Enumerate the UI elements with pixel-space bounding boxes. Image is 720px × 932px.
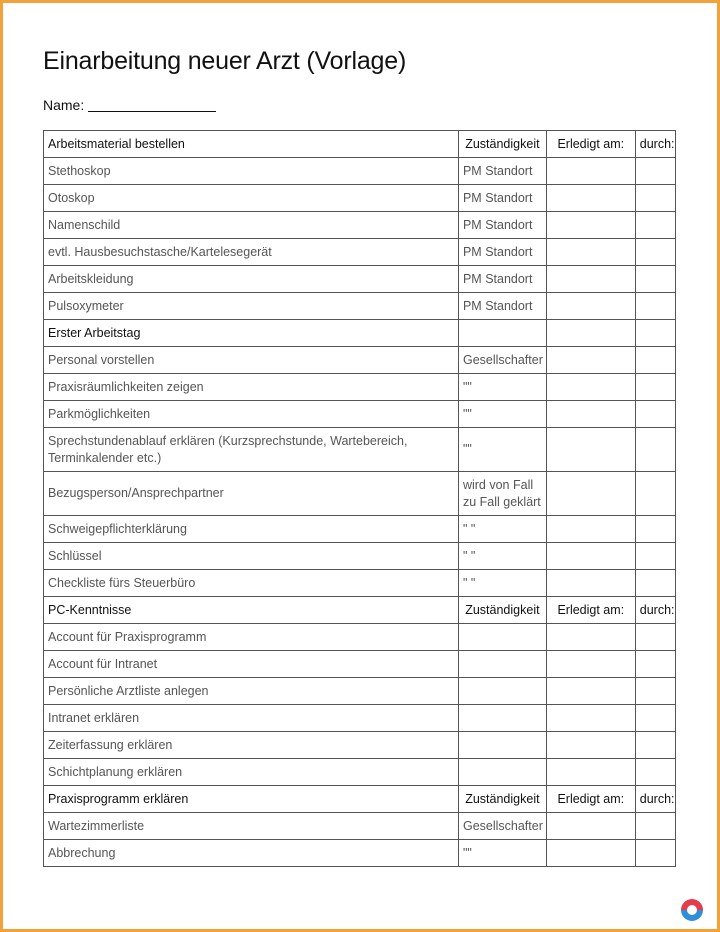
done-by-cell xyxy=(635,347,675,374)
responsibility-cell: Zuständigkeit xyxy=(458,131,546,158)
done-by-cell xyxy=(635,840,675,867)
section-title-cell: Erster Arbeitstag xyxy=(44,320,459,347)
table-row xyxy=(44,570,676,597)
responsibility-cell: PM Standort xyxy=(458,293,546,320)
brand-swirl-icon xyxy=(679,897,705,923)
task-cell: Otoskop xyxy=(44,185,459,212)
table-row xyxy=(44,239,676,266)
task-cell: Checkliste fürs Steuerbüro xyxy=(44,570,459,597)
section-title-cell: Arbeitsmaterial bestellen xyxy=(44,131,459,158)
responsibility-cell: PM Standort xyxy=(458,212,546,239)
responsibility-cell: "" xyxy=(458,840,546,867)
done-date-cell xyxy=(546,570,635,597)
responsibility-cell: "" xyxy=(458,374,546,401)
done-date-cell xyxy=(546,320,635,347)
task-cell: Stethoskop xyxy=(44,158,459,185)
done-date-cell xyxy=(546,840,635,867)
done-by-cell: durch: xyxy=(635,131,675,158)
responsibility-cell: "" xyxy=(458,401,546,428)
done-by-cell xyxy=(635,428,675,472)
section-header-row xyxy=(44,786,676,813)
done-date-cell xyxy=(546,401,635,428)
task-cell: Account für Intranet xyxy=(44,651,459,678)
responsibility-cell: "" xyxy=(458,428,546,472)
task-cell: Persönliche Arztliste anlegen xyxy=(44,678,459,705)
done-date-cell xyxy=(546,813,635,840)
done-by-cell xyxy=(635,759,675,786)
table-row xyxy=(44,293,676,320)
done-date-cell xyxy=(546,732,635,759)
table-row xyxy=(44,840,676,867)
responsibility-cell: PM Standort xyxy=(458,266,546,293)
done-date-cell xyxy=(546,543,635,570)
onboarding-checklist-table xyxy=(43,130,676,867)
responsibility-cell: " " xyxy=(458,543,546,570)
done-date-cell xyxy=(546,428,635,472)
name-label: Name: xyxy=(43,97,85,113)
responsibility-cell xyxy=(458,759,546,786)
responsibility-cell: " " xyxy=(458,570,546,597)
responsibility-cell: wird von Fall zu Fall geklärt xyxy=(458,472,546,516)
done-date-cell xyxy=(546,185,635,212)
responsibility-cell: Gesellschafter xyxy=(458,813,546,840)
task-cell: Praxisräumlichkeiten zeigen xyxy=(44,374,459,401)
responsibility-cell xyxy=(458,678,546,705)
done-by-cell xyxy=(635,293,675,320)
task-cell: Parkmöglichkeiten xyxy=(44,401,459,428)
done-date-cell xyxy=(546,759,635,786)
done-by-cell xyxy=(635,705,675,732)
task-cell: evtl. Hausbesuchstasche/Kartelesegerät xyxy=(44,239,459,266)
section-title-cell: PC-Kenntnisse xyxy=(44,597,459,624)
done-date-cell xyxy=(546,212,635,239)
done-date-cell: Erledigt am: xyxy=(546,786,635,813)
section-header-row xyxy=(44,320,676,347)
task-cell: Personal vorstellen xyxy=(44,347,459,374)
task-cell: Wartezimmerliste xyxy=(44,813,459,840)
table-row xyxy=(44,651,676,678)
task-cell: Pulsoxymeter xyxy=(44,293,459,320)
table-row xyxy=(44,678,676,705)
table-row xyxy=(44,347,676,374)
task-cell: Arbeitskleidung xyxy=(44,266,459,293)
done-by-cell xyxy=(635,239,675,266)
done-by-cell xyxy=(635,624,675,651)
done-date-cell xyxy=(546,678,635,705)
done-by-cell xyxy=(635,732,675,759)
done-date-cell: Erledigt am: xyxy=(546,597,635,624)
done-date-cell xyxy=(546,651,635,678)
responsibility-cell: PM Standort xyxy=(458,239,546,266)
table-row xyxy=(44,732,676,759)
task-cell: Abbrechung xyxy=(44,840,459,867)
name-blank-line xyxy=(88,97,216,112)
responsibility-cell xyxy=(458,624,546,651)
table-row xyxy=(44,516,676,543)
done-date-cell xyxy=(546,266,635,293)
done-date-cell xyxy=(546,293,635,320)
done-date-cell xyxy=(546,472,635,516)
done-date-cell xyxy=(546,516,635,543)
done-by-cell xyxy=(635,212,675,239)
responsibility-cell: Zuständigkeit xyxy=(458,786,546,813)
done-by-cell xyxy=(635,678,675,705)
responsibility-cell xyxy=(458,732,546,759)
done-date-cell xyxy=(546,347,635,374)
responsibility-cell xyxy=(458,651,546,678)
task-cell: Schichtplanung erklären xyxy=(44,759,459,786)
done-by-cell xyxy=(635,651,675,678)
task-cell: Zeiterfassung erklären xyxy=(44,732,459,759)
table-row xyxy=(44,266,676,293)
table-row xyxy=(44,813,676,840)
done-by-cell: durch: xyxy=(635,786,675,813)
responsibility-cell xyxy=(458,320,546,347)
task-cell: Namenschild xyxy=(44,212,459,239)
table-row xyxy=(44,543,676,570)
task-cell: Schweigepflichterklärung xyxy=(44,516,459,543)
task-cell: Account für Praxisprogramm xyxy=(44,624,459,651)
done-by-cell xyxy=(635,401,675,428)
done-by-cell xyxy=(635,374,675,401)
done-date-cell xyxy=(546,239,635,266)
done-date-cell: Erledigt am: xyxy=(546,131,635,158)
table-row xyxy=(44,374,676,401)
done-by-cell xyxy=(635,185,675,212)
table-row xyxy=(44,401,676,428)
responsibility-cell: PM Standort xyxy=(458,185,546,212)
name-field xyxy=(43,97,216,113)
section-header-row xyxy=(44,597,676,624)
table-row xyxy=(44,212,676,239)
table-row xyxy=(44,759,676,786)
done-by-cell: durch: xyxy=(635,597,675,624)
done-by-cell xyxy=(635,516,675,543)
table-row xyxy=(44,705,676,732)
task-cell: Sprechstundenablauf erklären (Kurzsprechstunde, Wartebereich, Terminkalender etc.) xyxy=(44,428,459,472)
responsibility-cell: " " xyxy=(458,516,546,543)
task-cell: Bezugsperson/Ansprechpartner xyxy=(44,472,459,516)
done-date-cell xyxy=(546,374,635,401)
page-title: Einarbeitung neuer Arzt (Vorlage) xyxy=(43,47,407,75)
table-row xyxy=(44,158,676,185)
responsibility-cell: Gesellschafter xyxy=(458,347,546,374)
responsibility-cell xyxy=(458,705,546,732)
done-by-cell xyxy=(635,472,675,516)
table-row xyxy=(44,185,676,212)
done-by-cell xyxy=(635,543,675,570)
done-by-cell xyxy=(635,813,675,840)
task-cell: Intranet erklären xyxy=(44,705,459,732)
done-date-cell xyxy=(546,158,635,185)
done-date-cell xyxy=(546,624,635,651)
done-by-cell xyxy=(635,570,675,597)
section-title-cell: Praxisprogramm erklären xyxy=(44,786,459,813)
done-by-cell xyxy=(635,320,675,347)
section-header-row xyxy=(44,131,676,158)
table-row xyxy=(44,428,676,472)
responsibility-cell: PM Standort xyxy=(458,158,546,185)
table-row xyxy=(44,624,676,651)
responsibility-cell: Zuständigkeit xyxy=(458,597,546,624)
task-cell: Schlüssel xyxy=(44,543,459,570)
done-by-cell xyxy=(635,266,675,293)
done-date-cell xyxy=(546,705,635,732)
table-row xyxy=(44,472,676,516)
done-by-cell xyxy=(635,158,675,185)
